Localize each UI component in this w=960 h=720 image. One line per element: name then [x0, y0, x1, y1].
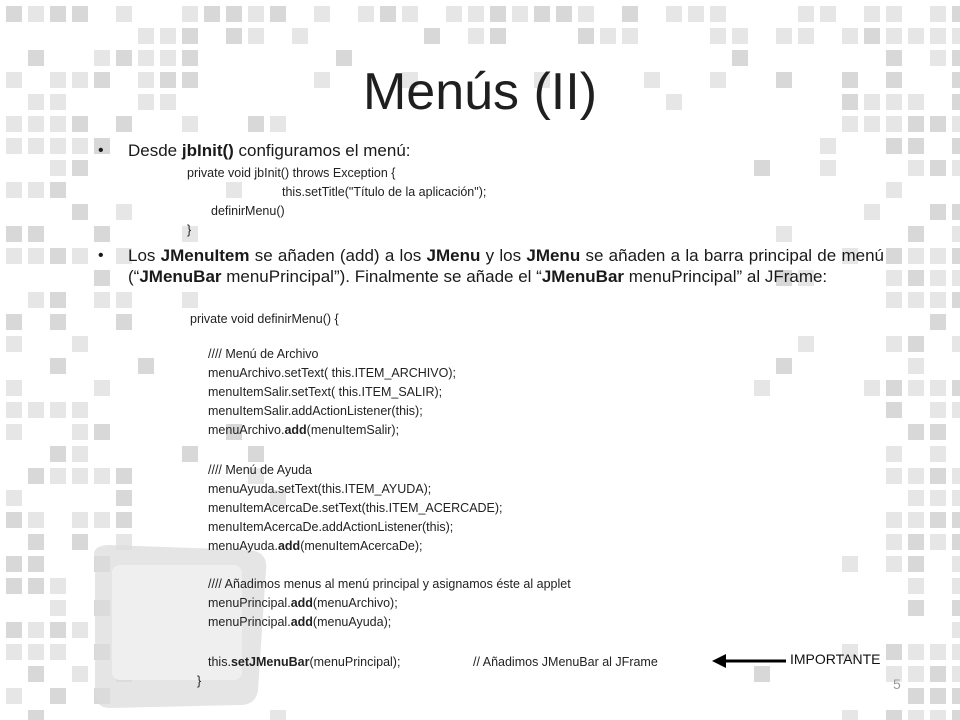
code-line: menuItemSalir.setText( this.ITEM_SALIR);: [208, 385, 443, 399]
code-comment: //// Añadimos menus al menú principal y asignamos éste al applet: [208, 577, 571, 591]
code-line: }: [187, 223, 192, 237]
page-number: 5: [893, 676, 901, 692]
code-comment: //// Menú de Archivo: [208, 347, 319, 361]
code-line: definirMenu(): [211, 204, 285, 218]
code-line: menuArchivo.add(menuItemSalir);: [208, 423, 400, 437]
code-line: menuPrincipal.add(menuArchivo);: [208, 596, 398, 610]
code-line: menuAyuda.add(menuItemAcercaDe);: [208, 539, 423, 553]
code-line: this.setTitle("Título de la aplicación");: [282, 185, 487, 199]
code-line: this.setJMenuBar(menuPrincipal);: [208, 655, 401, 669]
code-line: }: [197, 674, 202, 688]
code-comment: // Añadimos JMenuBar al JFrame: [473, 655, 658, 669]
code-line: menuItemAcercaDe.addActionListener(this);: [208, 520, 454, 534]
code-line: menuPrincipal.add(menuAyuda);: [208, 615, 392, 629]
method-name: jbInit(): [181, 141, 234, 160]
code-line: private void definirMenu() {: [190, 312, 339, 326]
bullet-2: • Los JMenuItem se añaden (add) a los JMenu y los JMenu se añaden a la barra principal de menú (“JMenuBar menuPrincipal”). Finalmente se añade el “JMenuBar menuPrincipal” al JFrame:: [98, 246, 884, 286]
code-line: menuAyuda.setText(this.ITEM_AYUDA);: [208, 482, 432, 496]
code-line: menuItemSalir.addActionListener(this);: [208, 404, 423, 418]
slide-title: Menús (II): [362, 63, 598, 121]
code-comment: //// Menú de Ayuda: [208, 463, 313, 477]
arrow-left-icon: [712, 652, 788, 670]
bullet-dot: •: [98, 247, 104, 264]
important-label: IMPORTANTE: [790, 651, 881, 667]
bullet-dot: •: [98, 142, 104, 159]
bullet-1: • Desde jbInit() configuramos el menú:: [98, 141, 411, 160]
code-line: menuItemAcercaDe.setText(this.ITEM_ACERCADE);: [208, 501, 503, 515]
code-line: menuArchivo.setText( this.ITEM_ARCHIVO);: [208, 366, 456, 380]
code-line: private void jbInit() throws Exception {: [187, 166, 396, 180]
